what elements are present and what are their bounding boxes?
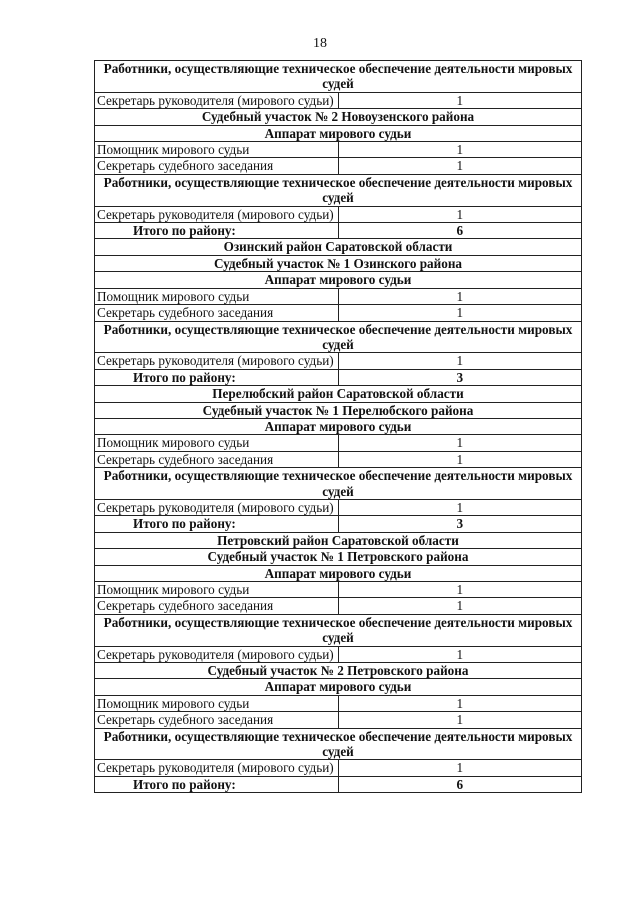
staffing-table-body [95,61,582,793]
position-name: Секретарь судебного заседания [95,158,339,174]
section-heading: Работники, осуществляющие техническое обеспечение деятельности мировых судей [95,468,582,500]
position-count: 1 [338,92,582,108]
position-name: Секретарь руководителя (мирового судьи) [95,92,339,108]
section-heading-row [95,125,582,141]
position-row [95,760,582,776]
position-row [95,499,582,515]
position-name: Секретарь руководителя (мирового судьи) [95,760,339,776]
position-name: Секретарь руководителя (мирового судьи) [95,499,339,515]
position-count: 1 [338,305,582,321]
section-heading-row [95,61,582,93]
position-row [95,353,582,369]
position-row [95,435,582,451]
position-name: Помощник мирового судьи [95,435,339,451]
section-heading: Озинский район Саратовской области [95,239,582,255]
staffing-table [94,60,582,793]
position-count: 1 [338,582,582,598]
position-count: 1 [338,206,582,222]
position-name: Секретарь судебного заседания [95,598,339,614]
total-label: Итого по району: [95,223,339,239]
section-heading: Перелюбский район Саратовской области [95,386,582,402]
page-number: 18 [313,36,327,51]
section-heading-row [95,549,582,565]
section-heading: Судебный участок № 1 Перелюбского района [95,402,582,418]
section-heading-row [95,663,582,679]
position-row [95,142,582,158]
position-count: 1 [338,142,582,158]
section-heading: Судебный участок № 2 Петровского района [95,663,582,679]
section-heading: Аппарат мирового судьи [95,125,582,141]
total-count: 6 [338,776,582,792]
total-count: 6 [338,223,582,239]
position-count: 1 [338,646,582,662]
position-row [95,646,582,662]
section-heading-row [95,418,582,434]
position-count: 1 [338,712,582,728]
position-row [95,305,582,321]
section-heading-row [95,255,582,271]
district-total-row [95,776,582,792]
position-name: Секретарь судебного заседания [95,451,339,467]
section-heading: Аппарат мирового судьи [95,272,582,288]
section-heading-row [95,321,582,353]
total-label: Итого по району: [95,369,339,385]
section-heading-row [95,174,582,206]
position-name: Помощник мирового судьи [95,582,339,598]
section-heading: Работники, осуществляющие техническое обеспечение деятельности мировых судей [95,174,582,206]
district-total-row [95,369,582,385]
position-name: Секретарь руководителя (мирового судьи) [95,206,339,222]
position-row [95,598,582,614]
section-heading-row [95,728,582,760]
total-count: 3 [338,369,582,385]
position-count: 1 [338,435,582,451]
section-heading-row [95,468,582,500]
section-heading: Судебный участок № 1 Озинского района [95,255,582,271]
position-count: 1 [338,499,582,515]
section-heading-row [95,565,582,581]
position-row [95,451,582,467]
section-heading: Работники, осуществляющие техническое обеспечение деятельности мировых судей [95,321,582,353]
position-name: Секретарь судебного заседания [95,712,339,728]
total-label: Итого по району: [95,776,339,792]
section-heading: Работники, осуществляющие техническое обеспечение деятельности мировых судей [95,614,582,646]
position-name: Секретарь руководителя (мирового судьи) [95,646,339,662]
position-row [95,288,582,304]
section-heading-row [95,109,582,125]
position-row [95,206,582,222]
section-heading: Петровский район Саратовской области [95,532,582,548]
position-row [95,158,582,174]
section-heading: Судебный участок № 1 Петровского района [95,549,582,565]
position-count: 1 [338,695,582,711]
district-total-row [95,223,582,239]
section-heading-row [95,614,582,646]
section-heading-row [95,402,582,418]
position-count: 1 [338,598,582,614]
section-heading-row [95,239,582,255]
section-heading: Судебный участок № 2 Новоузенского района [95,109,582,125]
section-heading-row [95,532,582,548]
section-heading-row [95,272,582,288]
section-heading: Работники, осуществляющие техническое обеспечение деятельности мировых судей [95,61,582,93]
position-name: Помощник мирового судьи [95,695,339,711]
position-name: Помощник мирового судьи [95,288,339,304]
total-label: Итого по району: [95,516,339,532]
section-heading: Аппарат мирового судьи [95,565,582,581]
section-heading-row [95,386,582,402]
position-row [95,582,582,598]
position-count: 1 [338,353,582,369]
section-heading: Работники, осуществляющие техническое обеспечение деятельности мировых судей [95,728,582,760]
section-heading: Аппарат мирового судьи [95,679,582,695]
position-row [95,712,582,728]
position-row [95,92,582,108]
position-count: 1 [338,158,582,174]
section-heading: Аппарат мирового судьи [95,418,582,434]
position-name: Помощник мирового судьи [95,142,339,158]
section-heading-row [95,679,582,695]
position-name: Секретарь судебного заседания [95,305,339,321]
position-name: Секретарь руководителя (мирового судьи) [95,353,339,369]
total-count: 3 [338,516,582,532]
district-total-row [95,516,582,532]
position-row [95,695,582,711]
position-count: 1 [338,760,582,776]
position-count: 1 [338,288,582,304]
position-count: 1 [338,451,582,467]
